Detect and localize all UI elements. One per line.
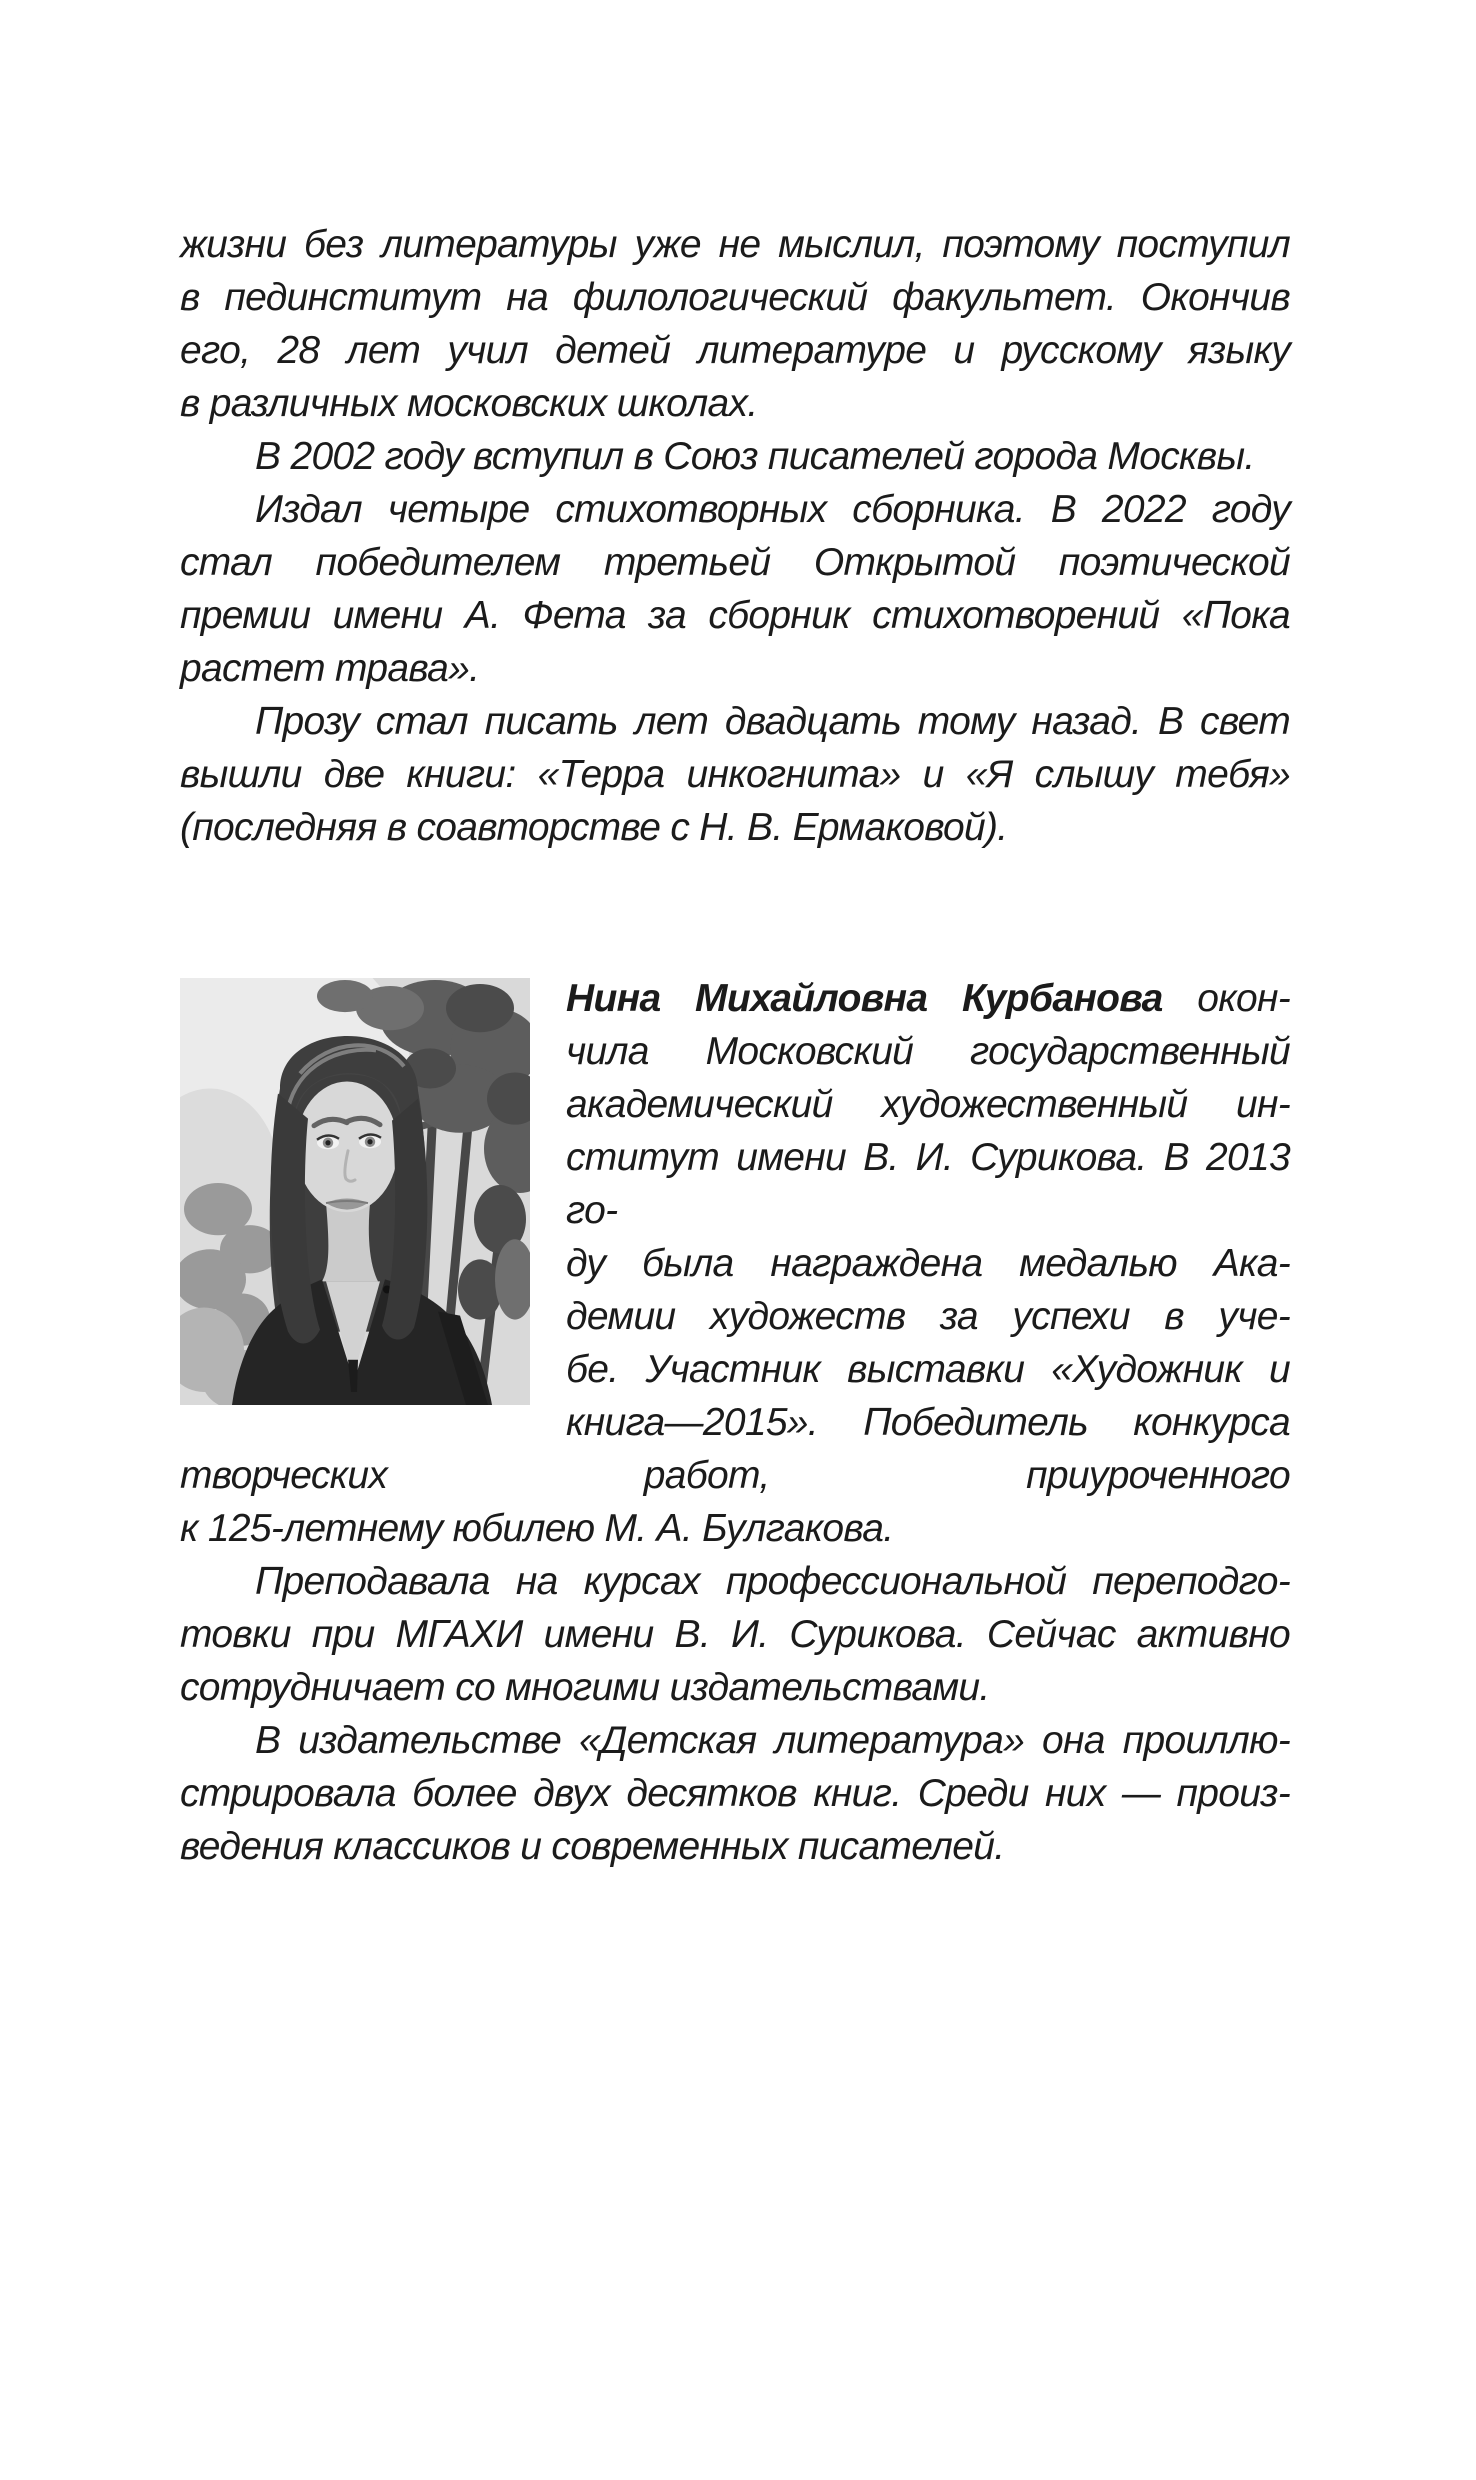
text-line: Прозу стал писать лет двадцать тому назад. В свет bbox=[255, 700, 1290, 743]
text-line: В издательстве «Детская литература» она проиллю- bbox=[255, 1719, 1290, 1762]
text-line: товки при МГАХИ имени В. И. Сурикова. Сейчас активно bbox=[180, 1613, 1290, 1656]
text-line: к 125-летнему юбилею М. А. Булгакова. bbox=[180, 1507, 894, 1550]
text-line: окон- bbox=[1162, 977, 1290, 1020]
intro-paragraphs bbox=[180, 218, 1290, 854]
text-line: академический художественный ин- bbox=[566, 1083, 1290, 1126]
text-line: сотрудничает со многими издательствами. bbox=[180, 1666, 990, 1709]
text-line: вышли две книги: «Терра инкогнита» и «Я слышу тебя» bbox=[180, 753, 1290, 796]
text-line: чила Московский государственный bbox=[566, 1030, 1290, 1073]
text-line: его, 28 лет учил детей литературе и русскому языку bbox=[180, 329, 1290, 372]
text-line: растет трава». bbox=[180, 647, 480, 690]
text-line: ститут имени В. И. Сурикова. В 2013 го- bbox=[566, 1136, 1290, 1232]
text-line: ведения классиков и современных писателей. bbox=[180, 1825, 1005, 1868]
text-line: книга—2015». Победитель конкурса bbox=[566, 1401, 1290, 1444]
text-line: стал победителем третьей Открытой поэтической bbox=[180, 541, 1290, 584]
author-name: Нина Михайловна Курбанова bbox=[566, 977, 1163, 1020]
text-line: жизни без литературы уже не мыслил, поэтому поступил bbox=[180, 223, 1290, 266]
text-line: демии художеств за успехи в уче- bbox=[566, 1295, 1290, 1338]
text-line: бе. Участник выставки «Художник и bbox=[566, 1348, 1290, 1391]
text-line: ду была награждена медалью Ака- bbox=[566, 1242, 1290, 1285]
text-line: творческих работ, приуроченного bbox=[180, 1454, 1290, 1497]
text-line: стрировала более двух десятков книг. Среди них — произ- bbox=[180, 1772, 1290, 1815]
text-line: В 2002 году вступил в Союз писателей города Москвы. bbox=[255, 435, 1255, 478]
text-line: в различных московских школах. bbox=[180, 382, 758, 425]
text-line: Издал четыре стихотворных сборника. В 2022 году bbox=[255, 488, 1290, 531]
author-bio-section bbox=[180, 972, 1290, 1873]
text-line: Преподавала на курсах профессиональной переподго- bbox=[255, 1560, 1290, 1603]
text-line: в пединститут на филологический факультет. Окончив bbox=[180, 276, 1290, 319]
author-portrait-photo bbox=[180, 978, 530, 1405]
text-line: премии имени А. Фета за сборник стихотворений «Пока bbox=[180, 594, 1290, 637]
portrait-illustration bbox=[180, 978, 530, 1405]
text-line: (последняя в соавторстве с Н. В. Ермаковой). bbox=[180, 806, 1008, 849]
